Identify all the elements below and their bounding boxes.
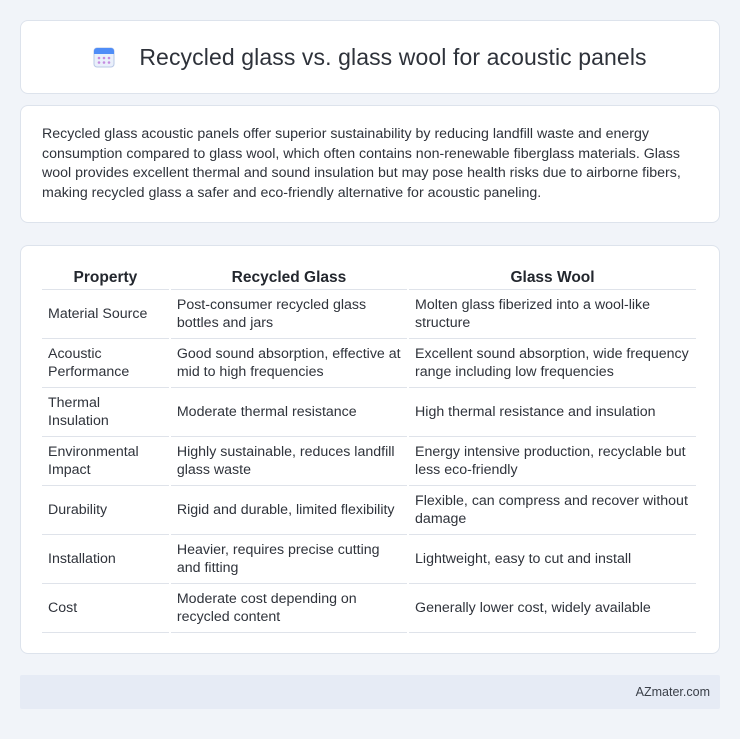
row-property: Material Source — [42, 290, 169, 339]
table-row — [42, 486, 696, 535]
summary-text: Recycled glass acoustic panels offer superior sustainability by reducing landfill waste and energy consumption compared to glass wool, which often contains non-renewable fiberglass materials. Glass wool provides excellent thermal and sound insulation but may pose health risks due to airborne fibers, making recycled glass a safer and eco-friendly alternative for acoustic paneling. — [42, 126, 681, 201]
row-glass-wool: Energy intensive production, recyclable but less eco-friendly — [409, 437, 696, 486]
table-row — [42, 290, 696, 339]
header-glass-wool: Glass Wool — [409, 268, 696, 290]
calendar-icon — [93, 46, 115, 68]
row-recycled-glass: Moderate cost depending on recycled content — [171, 584, 407, 633]
row-recycled-glass: Rigid and durable, limited flexibility — [171, 486, 407, 535]
row-glass-wool: Flexible, can compress and recover without damage — [409, 486, 696, 535]
table-row — [42, 437, 696, 486]
table-row — [42, 339, 696, 388]
row-glass-wool: High thermal resistance and insulation — [409, 388, 696, 437]
row-property: Durability — [42, 486, 169, 535]
page-title: Recycled glass vs. glass wool for acoustic panels — [139, 43, 647, 70]
title-wrap — [93, 44, 646, 71]
header-recycled-glass: Recycled Glass — [171, 268, 407, 290]
row-property: Cost — [42, 584, 169, 633]
footer-site-link[interactable]: AZmater.com — [635, 685, 710, 699]
row-property: Environmental Impact — [42, 437, 169, 486]
row-recycled-glass: Post-consumer recycled glass bottles and jars — [171, 290, 407, 339]
footer-bar — [20, 675, 720, 709]
comparison-table-card — [20, 245, 720, 654]
comparison-table — [40, 268, 698, 633]
summary-card — [20, 105, 720, 223]
row-glass-wool: Generally lower cost, widely available — [409, 584, 696, 633]
row-recycled-glass: Heavier, requires precise cutting and fitting — [171, 535, 407, 584]
row-recycled-glass: Good sound absorption, effective at mid to high frequencies — [171, 339, 407, 388]
table-row — [42, 584, 696, 633]
table-row — [42, 388, 696, 437]
row-recycled-glass: Moderate thermal resistance — [171, 388, 407, 437]
row-glass-wool: Lightweight, easy to cut and install — [409, 535, 696, 584]
row-property: Thermal Insulation — [42, 388, 169, 437]
title-card — [20, 20, 720, 94]
row-recycled-glass: Highly sustainable, reduces landfill glass waste — [171, 437, 407, 486]
header-property: Property — [42, 268, 169, 290]
row-glass-wool: Excellent sound absorption, wide frequency range including low frequencies — [409, 339, 696, 388]
table-header-row — [42, 268, 696, 290]
row-property: Acoustic Performance — [42, 339, 169, 388]
row-glass-wool: Molten glass fiberized into a wool-like structure — [409, 290, 696, 339]
row-property: Installation — [42, 535, 169, 584]
table-row — [42, 535, 696, 584]
